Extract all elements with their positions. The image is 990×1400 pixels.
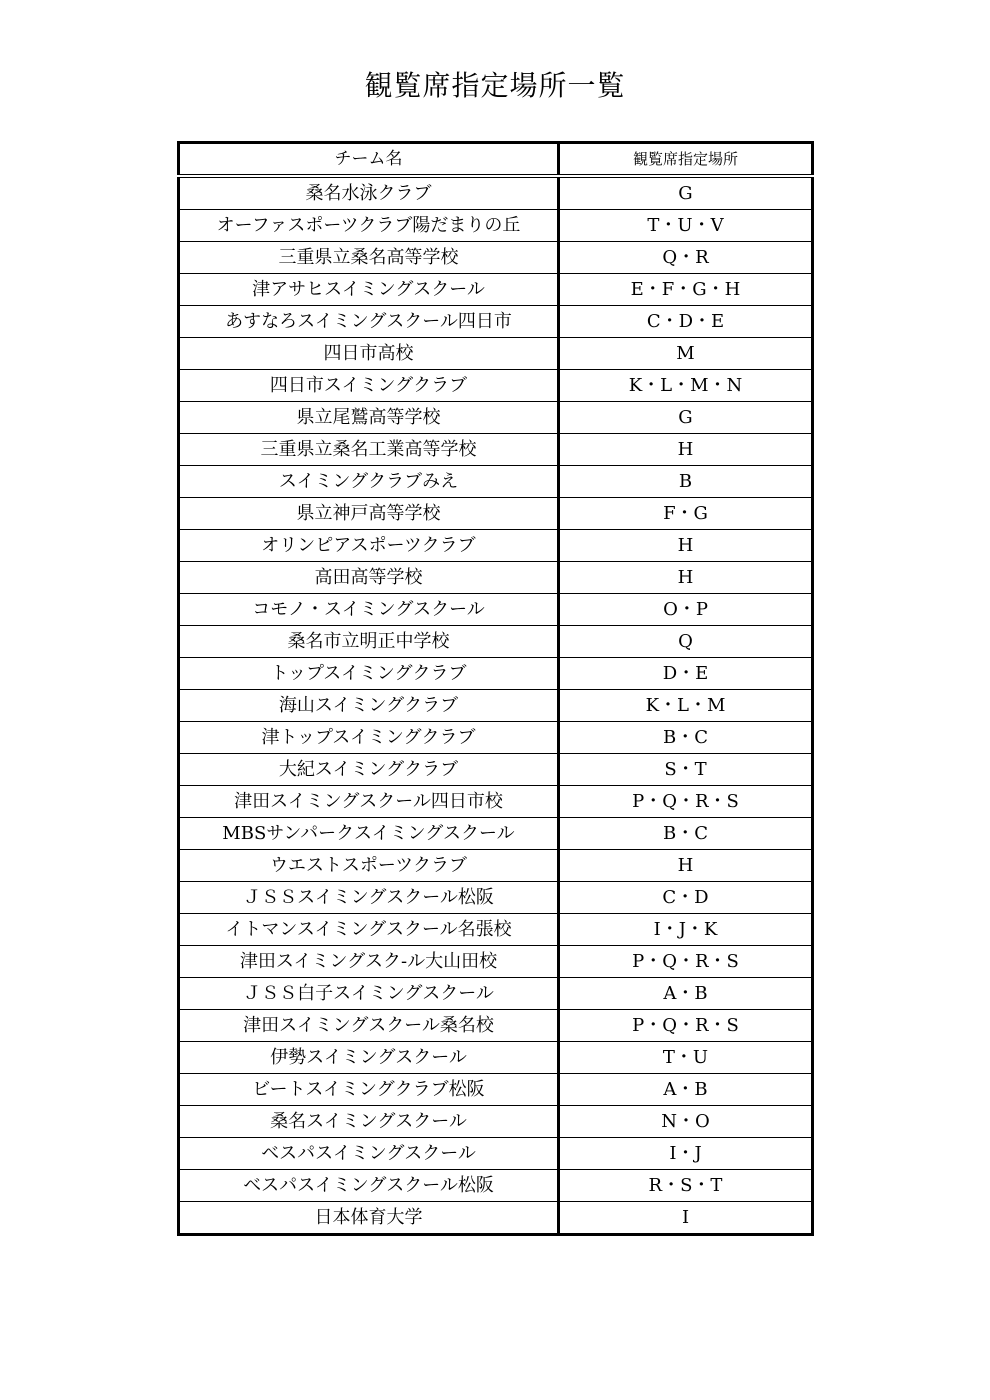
table-row [179,242,813,274]
team-name-cell: 日本体育大学 [179,1202,559,1235]
seat-location-cell: O・P [559,594,813,626]
seat-location-cell: Q・R [559,242,813,274]
table-row [179,530,813,562]
team-name-cell: 桑名水泳クラブ [179,176,559,210]
team-name-cell: ベスパスイミングスクール [179,1138,559,1170]
table-row [179,466,813,498]
table-row [179,434,813,466]
seat-location-cell: F・G [559,498,813,530]
seat-location-cell: I [559,1202,813,1235]
team-name-cell: オリンピアスポーツクラブ [179,530,559,562]
seat-location-cell: P・Q・R・S [559,786,813,818]
table-row [179,1170,813,1202]
team-name-cell: 三重県立桑名工業高等学校 [179,434,559,466]
table-row [179,274,813,306]
table-row [179,402,813,434]
table-row [179,946,813,978]
seat-location-cell: G [559,402,813,434]
seat-location-cell: T・U [559,1042,813,1074]
table-row [179,1106,813,1138]
table-row [179,850,813,882]
team-name-cell: 津トップスイミングクラブ [179,722,559,754]
table-row [179,914,813,946]
page-title: 観覧席指定場所一覧 [364,69,626,102]
team-name-header: チーム名 [179,143,559,177]
table-row [179,1202,813,1235]
table-row [179,882,813,914]
seat-location-cell: B [559,466,813,498]
seat-location-cell: R・S・T [559,1170,813,1202]
team-name-cell: コモノ・スイミングスクール [179,594,559,626]
team-name-cell: 桑名スイミングスクール [179,1106,559,1138]
table-row [179,786,813,818]
team-name-cell: オーファスポーツクラブ陽だまりの丘 [179,210,559,242]
seat-location-cell: H [559,434,813,466]
team-name-cell: ウエストスポーツクラブ [179,850,559,882]
team-name-cell: 伊勢スイミングスクール [179,1042,559,1074]
seat-location-cell: E・F・G・H [559,274,813,306]
team-name-cell: ＪＳＳ白子スイミングスクール [179,978,559,1010]
seat-location-cell: A・B [559,1074,813,1106]
seat-location-cell: P・Q・R・S [559,946,813,978]
table-header-row [179,143,813,177]
seat-location-cell: P・Q・R・S [559,1010,813,1042]
team-name-cell: MBSサンパークスイミングスクール [179,818,559,850]
seat-location-cell: S・T [559,754,813,786]
team-name-cell: ＪＳＳスイミングスクール松阪 [179,882,559,914]
team-name-cell: トップスイミングクラブ [179,658,559,690]
table-row [179,1138,813,1170]
table-row [179,306,813,338]
seat-location-cell: I・J [559,1138,813,1170]
seat-location-cell: Q [559,626,813,658]
seat-location-cell: C・D [559,882,813,914]
team-name-cell: 津田スイミングスクール桑名校 [179,1010,559,1042]
seat-location-cell: G [559,176,813,210]
team-name-cell: 県立尾鷲高等学校 [179,402,559,434]
table-row [179,658,813,690]
team-name-cell: 津田スイミングスク-ル大山田校 [179,946,559,978]
team-name-cell: 県立神戸高等学校 [179,498,559,530]
table-row [179,978,813,1010]
team-name-cell: 津アサヒスイミングスクール [179,274,559,306]
team-name-cell: 津田スイミングスクール四日市校 [179,786,559,818]
seat-location-cell: A・B [559,978,813,1010]
team-name-cell: 四日市スイミングクラブ [179,370,559,402]
table-body [179,176,813,1235]
seat-location-cell: D・E [559,658,813,690]
table-row [179,338,813,370]
table-row [179,210,813,242]
team-name-cell: 大紀スイミングクラブ [179,754,559,786]
team-name-cell: ビートスイミングクラブ松阪 [179,1074,559,1106]
team-name-cell: 桑名市立明正中学校 [179,626,559,658]
table-row [179,690,813,722]
team-name-cell: ベスパスイミングスクール松阪 [179,1170,559,1202]
seat-location-header: 観覧席指定場所 [559,143,813,177]
seat-location-cell: B・C [559,722,813,754]
table-row [179,1074,813,1106]
table-row [179,176,813,210]
table-row [179,818,813,850]
table-row [179,562,813,594]
team-name-cell: 海山スイミングクラブ [179,690,559,722]
seat-location-cell: C・D・E [559,306,813,338]
table-row [179,754,813,786]
seat-location-cell: I・J・K [559,914,813,946]
team-name-cell: スイミングクラブみえ [179,466,559,498]
table-row [179,1042,813,1074]
seat-location-cell: K・L・M・N [559,370,813,402]
seat-location-cell: B・C [559,818,813,850]
seat-location-cell: H [559,530,813,562]
seat-location-cell: H [559,850,813,882]
table-row [179,370,813,402]
table-row [179,626,813,658]
team-name-cell: 三重県立桑名高等学校 [179,242,559,274]
table-row [179,498,813,530]
seat-location-cell: M [559,338,813,370]
team-name-cell: 四日市高校 [179,338,559,370]
table-row [179,722,813,754]
team-name-cell: 高田高等学校 [179,562,559,594]
seat-location-cell: T・U・V [559,210,813,242]
seat-location-cell: K・L・M [559,690,813,722]
table-row [179,1010,813,1042]
table-row [179,594,813,626]
seat-location-cell: N・O [559,1106,813,1138]
seat-location-cell: H [559,562,813,594]
seat-assignment-table [177,141,814,1236]
team-name-cell: イトマンスイミングスクール名張校 [179,914,559,946]
team-name-cell: あすなろスイミングスクール四日市 [179,306,559,338]
